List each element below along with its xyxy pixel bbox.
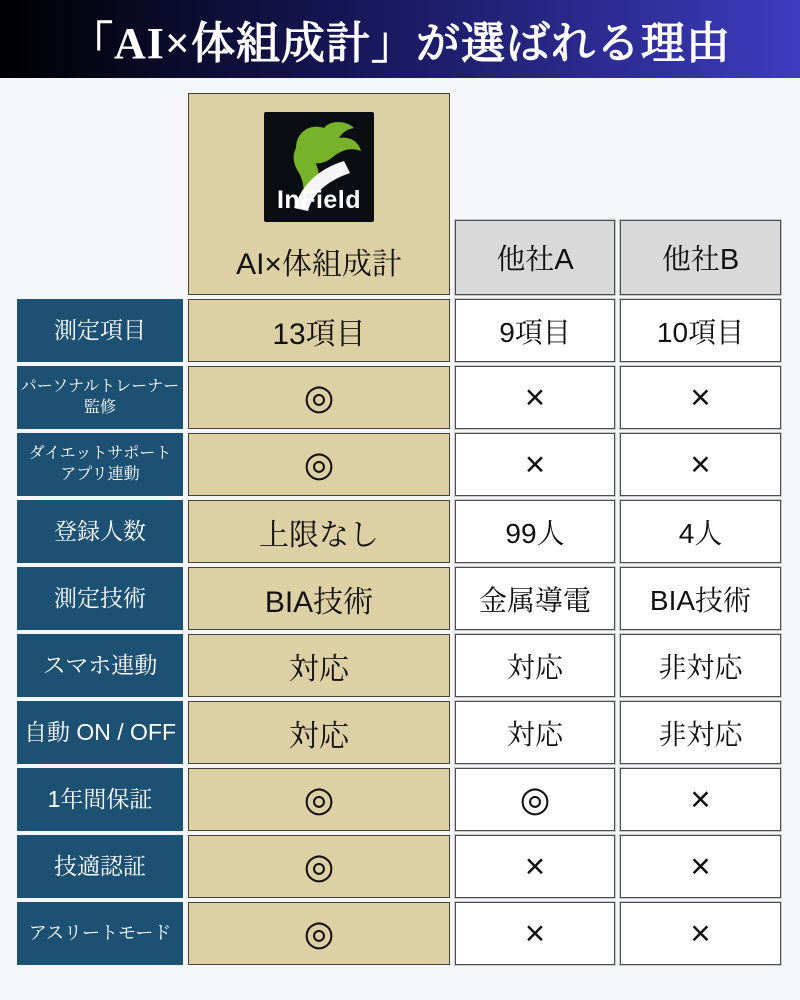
- competitor-value-cell: 非対応: [620, 701, 781, 764]
- brand-value-cell: ◎: [188, 433, 450, 496]
- row-label-line: アスリートモード: [28, 922, 172, 943]
- brand-column-header: [188, 93, 450, 295]
- competitor-value-cell: ◎: [455, 768, 615, 831]
- brand-value-cell: 13項目: [188, 299, 450, 362]
- competitor-value-cell: ×: [620, 433, 781, 496]
- page-title: 「AI×体組成計」が選ばれる理由: [69, 19, 731, 68]
- row-label: [17, 902, 183, 965]
- row-label-line: 1年間保証: [47, 785, 153, 812]
- competitor-value-cell: 99人: [455, 500, 615, 563]
- row-label-line: 測定項目: [54, 316, 146, 343]
- brand-value-cell: BIA技術: [188, 567, 450, 630]
- competitor-value-cell: 対応: [455, 701, 615, 764]
- row-label: [17, 768, 183, 831]
- competitor-value-cell: 対応: [455, 634, 615, 697]
- competitor-value-cell: ×: [620, 835, 781, 898]
- row-label-line: 自動 ON / OFF: [23, 718, 177, 745]
- row-label-line: ダイエットサポート: [28, 444, 172, 462]
- brand-value-cell: 上限なし: [188, 500, 450, 563]
- row-label: [17, 433, 183, 496]
- infield-logo-text: InField: [276, 186, 362, 214]
- header-spacer: [17, 93, 183, 295]
- competitor-value-cell: ×: [620, 366, 781, 429]
- comparison-table: [0, 93, 800, 965]
- row-label-line: アプリ連動: [60, 465, 140, 483]
- brand-value-cell: ◎: [188, 768, 450, 831]
- row-label: [17, 567, 183, 630]
- competitor-value-cell: 10項目: [620, 299, 781, 362]
- competitor-value-cell: ×: [455, 366, 615, 429]
- row-label-line: 測定技術: [54, 584, 146, 611]
- competitor-value-cell: 4人: [620, 500, 781, 563]
- row-label: [17, 500, 183, 563]
- row-label: [17, 366, 183, 429]
- competitor-value-cell: ×: [455, 835, 615, 898]
- row-label-line: パーソナルトレーナー: [20, 377, 180, 395]
- title-banner: [0, 0, 800, 78]
- row-label-line: 技適認証: [54, 852, 146, 879]
- brand-value-cell: ◎: [188, 835, 450, 898]
- competitor-value-cell: 金属導電: [455, 567, 615, 630]
- brand-value-cell: 対応: [188, 701, 450, 764]
- competitor-value-cell: ×: [620, 768, 781, 831]
- competitor-a-header: 他社A: [455, 220, 615, 295]
- competitor-b-header: 他社B: [620, 220, 781, 295]
- competitor-value-cell: ×: [455, 433, 615, 496]
- brand-value-cell: ◎: [188, 366, 450, 429]
- competitor-value-cell: BIA技術: [620, 567, 781, 630]
- infield-logo: [264, 112, 374, 222]
- row-label-line: 登録人数: [54, 517, 146, 544]
- row-label: [17, 299, 183, 362]
- row-label: [17, 835, 183, 898]
- brand-value-cell: ◎: [188, 902, 450, 965]
- competitor-value-cell: 非対応: [620, 634, 781, 697]
- row-label-line: 監修: [83, 398, 116, 416]
- competitor-value-cell: ×: [455, 902, 615, 965]
- row-label: [17, 634, 183, 697]
- brand-column-title: AI×体組成計: [236, 248, 402, 281]
- brand-value-cell: 対応: [188, 634, 450, 697]
- row-label: [17, 701, 183, 764]
- row-label-line: スマホ連動: [42, 651, 158, 678]
- competitor-value-cell: 9項目: [455, 299, 615, 362]
- competitor-value-cell: ×: [620, 902, 781, 965]
